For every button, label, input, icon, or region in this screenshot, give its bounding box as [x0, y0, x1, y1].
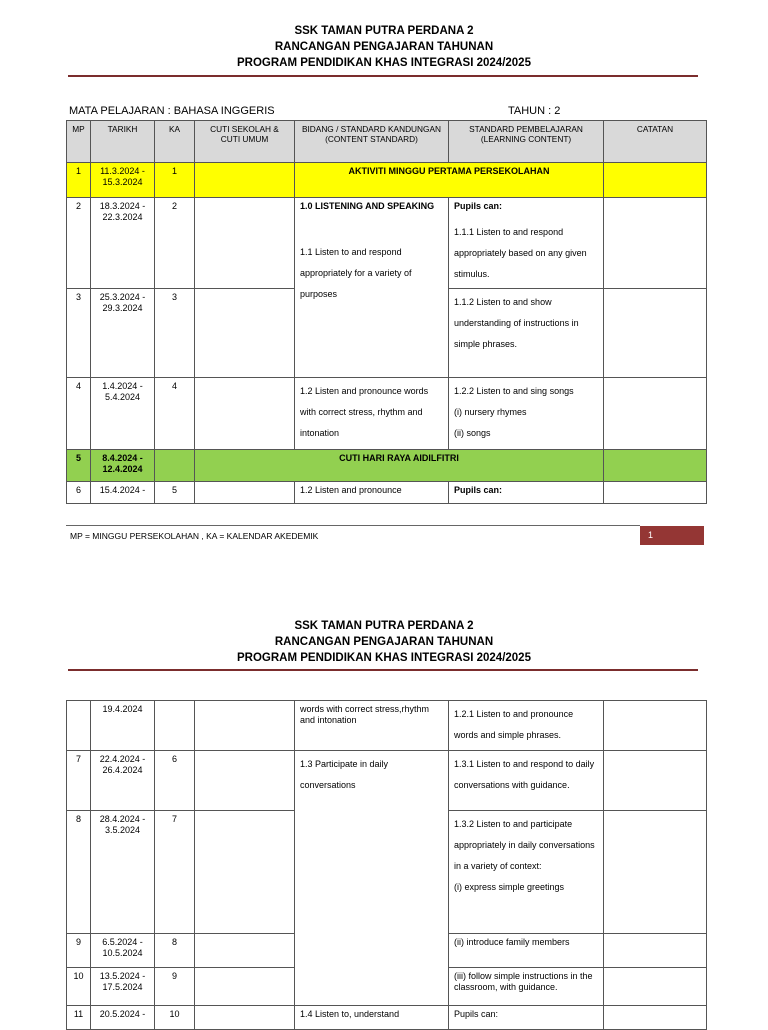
- ls-line: (ii) songs: [454, 428, 491, 438]
- cell-mp: 7: [67, 751, 91, 811]
- ls-lead: Pupils can:: [454, 201, 503, 211]
- ls-text: 1.3.1 Listen to and respond to daily conversations with guidance.: [454, 759, 595, 790]
- school-name: SSK TAMAN PUTRA PERDANA 2: [294, 620, 474, 632]
- cell-ka: [155, 701, 195, 751]
- cell-cuti: [195, 378, 295, 450]
- ls-text: 1.1.1 Listen to and respond appropriately based on any given stimulus.: [454, 227, 587, 279]
- cell-mp: 8: [67, 811, 91, 934]
- plan-table-page2: [66, 700, 707, 1030]
- col-tarikh: TARIKH: [91, 121, 155, 163]
- cell-cuti: [195, 811, 295, 934]
- plan-table-page1: [66, 120, 707, 504]
- cell-learning-standard: Pupils can:: [449, 1006, 604, 1030]
- cell-mp: 10: [67, 968, 91, 1006]
- cs-text: 1.3 Participate in daily conversations: [300, 759, 389, 790]
- cell-tarikh: 6.5.2024 - 10.5.2024: [91, 934, 155, 968]
- table-row: [67, 450, 707, 482]
- cell-catatan: [604, 811, 707, 934]
- cell-cuti: [195, 289, 295, 378]
- col-mp: MP: [67, 121, 91, 163]
- cell-catatan: [604, 701, 707, 751]
- cell-mp: 5: [67, 450, 91, 482]
- activity-banner: AKTIVITI MINGGU PERTAMA PERSEKOLAHAN: [295, 163, 604, 198]
- ls-line: 1.2.2 Listen to and sing songs: [454, 386, 574, 396]
- cell-ka: 10: [155, 1006, 195, 1030]
- col-bidang: BIDANG / STANDARD KANDUNGAN (CONTENT STANDARD): [295, 121, 449, 163]
- footer-legend: MP = MINGGU PERSEKOLAHAN , KA = KALENDAR AKEDEMIK: [70, 531, 319, 541]
- col-cuti: CUTI SEKOLAH & CUTI UMUM: [195, 121, 295, 163]
- cell-tarikh: 13.5.2024 - 17.5.2024: [91, 968, 155, 1006]
- cell-mp: 6: [67, 482, 91, 504]
- holiday-banner: CUTI HARI RAYA AIDILFITRI: [195, 450, 604, 482]
- plan-title: RANCANGAN PENGAJARAN TAHUNAN: [274, 41, 494, 53]
- cell-ka: 7: [155, 811, 195, 934]
- cell-tarikh: 28.4.2024 - 3.5.2024: [91, 811, 155, 934]
- table-row: [67, 751, 707, 811]
- page2-header: [0, 618, 768, 666]
- cell-ka: [155, 450, 195, 482]
- cell-mp: [67, 701, 91, 751]
- table-row: [67, 701, 707, 751]
- cell-ka: 5: [155, 482, 195, 504]
- ls-line: (i) nursery rhymes: [454, 407, 527, 417]
- table-header-row: [67, 121, 707, 163]
- cell-catatan: [604, 198, 707, 289]
- cell-learning-standard: (ii) introduce family members: [449, 934, 604, 968]
- cell-learning-standard: [449, 811, 604, 934]
- cell-catatan: [604, 378, 707, 450]
- cs-text: 1.2 Listen and pronounce words with correct stress, rhythm and intonation: [300, 386, 429, 438]
- col-ka: KA: [155, 121, 195, 163]
- cell-tarikh: 11.3.2024 - 15.3.2024: [91, 163, 155, 198]
- table-row: [67, 198, 707, 289]
- cell-mp: 3: [67, 289, 91, 378]
- table-row: [67, 1006, 707, 1030]
- cell-learning-standard: [449, 751, 604, 811]
- cell-mp: 4: [67, 378, 91, 450]
- ls-text: 1.3.2 Listen to and participate appropriately in daily conversations in a variety of context:: [454, 819, 595, 871]
- cs-title: 1.0 LISTENING AND SPEAKING: [300, 201, 435, 211]
- cell-learning-standard: (iii) follow simple instructions in the classroom, with guidance.: [449, 968, 604, 1006]
- plan-title: RANCANGAN PENGAJARAN TAHUNAN: [274, 636, 494, 648]
- cell-mp: 1: [67, 163, 91, 198]
- cell-content-standard: 1.4 Listen to, understand: [295, 1006, 449, 1030]
- cell-tarikh: 25.3.2024 - 29.3.2024: [91, 289, 155, 378]
- col-standard: STANDARD PEMBELAJARAN (LEARNING CONTENT): [449, 121, 604, 163]
- cell-tarikh: 1.4.2024 - 5.4.2024: [91, 378, 155, 450]
- cell-mp: 11: [67, 1006, 91, 1030]
- col-catatan: CATATAN: [604, 121, 707, 163]
- program-title: PROGRAM PENDIDIKAN KHAS INTEGRASI 2024/2025: [237, 57, 531, 69]
- cell-ka: 9: [155, 968, 195, 1006]
- cs-sub: 1.1 Listen to and respond appropriately for a variety of purposes: [300, 247, 412, 299]
- cell-tarikh: 15.4.2024 -: [91, 482, 155, 504]
- cell-learning-standard: Pupils can:: [449, 482, 604, 504]
- cell-mp: 9: [67, 934, 91, 968]
- table-row: [67, 163, 707, 198]
- cell-cuti: [195, 1006, 295, 1030]
- cell-catatan: [604, 968, 707, 1006]
- footer-divider: [66, 525, 640, 526]
- program-title: PROGRAM PENDIDIKAN KHAS INTEGRASI 2024/2025: [237, 652, 531, 664]
- cell-content-standard: words with correct stress,rhythm and intonation: [295, 701, 449, 751]
- cell-tarikh: 8.4.2024 - 12.4.2024: [91, 450, 155, 482]
- cell-mp: 2: [67, 198, 91, 289]
- subject-label: MATA PELAJARAN : BAHASA INGGERIS: [69, 105, 275, 117]
- cell-learning-standard: [449, 198, 604, 289]
- cell-learning-standard: [449, 378, 604, 450]
- ls-text: (i) express simple greetings: [454, 882, 565, 892]
- cell-catatan: [604, 450, 707, 482]
- cell-cuti: [195, 701, 295, 751]
- cell-cuti: [195, 968, 295, 1006]
- cell-ka: 3: [155, 289, 195, 378]
- cell-cuti: [195, 163, 295, 198]
- year-label: TAHUN : 2: [508, 105, 561, 117]
- cell-tarikh: 18.3.2024 - 22.3.2024: [91, 198, 155, 289]
- cell-content-standard: [295, 378, 449, 450]
- cell-ka: 1: [155, 163, 195, 198]
- cell-cuti: [195, 198, 295, 289]
- header-divider: [68, 669, 698, 671]
- cell-ka: 8: [155, 934, 195, 968]
- cell-ka: 4: [155, 378, 195, 450]
- cell-learning-standard: [449, 289, 604, 378]
- cell-catatan: [604, 289, 707, 378]
- cell-content-standard: [295, 198, 449, 378]
- cell-catatan: [604, 751, 707, 811]
- cell-cuti: [195, 751, 295, 811]
- cell-catatan: [604, 482, 707, 504]
- ls-text: 1.1.2 Listen to and show understanding of instructions in simple phrases.: [454, 297, 579, 349]
- cell-content-standard: 1.2 Listen and pronounce: [295, 482, 449, 504]
- cell-tarikh: 20.5.2024 -: [91, 1006, 155, 1030]
- cell-ka: 2: [155, 198, 195, 289]
- cell-catatan: [604, 1006, 707, 1030]
- school-name: SSK TAMAN PUTRA PERDANA 2: [294, 25, 474, 37]
- cell-catatan: [604, 163, 707, 198]
- header-divider: [68, 75, 698, 77]
- page-number: 1: [640, 526, 704, 545]
- cell-cuti: [195, 482, 295, 504]
- ls-text: 1.2.1 Listen to and pronounce words and simple phrases.: [454, 709, 574, 740]
- cell-catatan: [604, 934, 707, 968]
- table-row: [67, 482, 707, 504]
- page1-header: [0, 23, 768, 71]
- cell-content-standard: [295, 751, 449, 1006]
- cell-cuti: [195, 934, 295, 968]
- cell-ka: 6: [155, 751, 195, 811]
- cell-learning-standard: [449, 701, 604, 751]
- cell-tarikh: 19.4.2024: [91, 701, 155, 751]
- cell-tarikh: 22.4.2024 - 26.4.2024: [91, 751, 155, 811]
- table-row: [67, 378, 707, 450]
